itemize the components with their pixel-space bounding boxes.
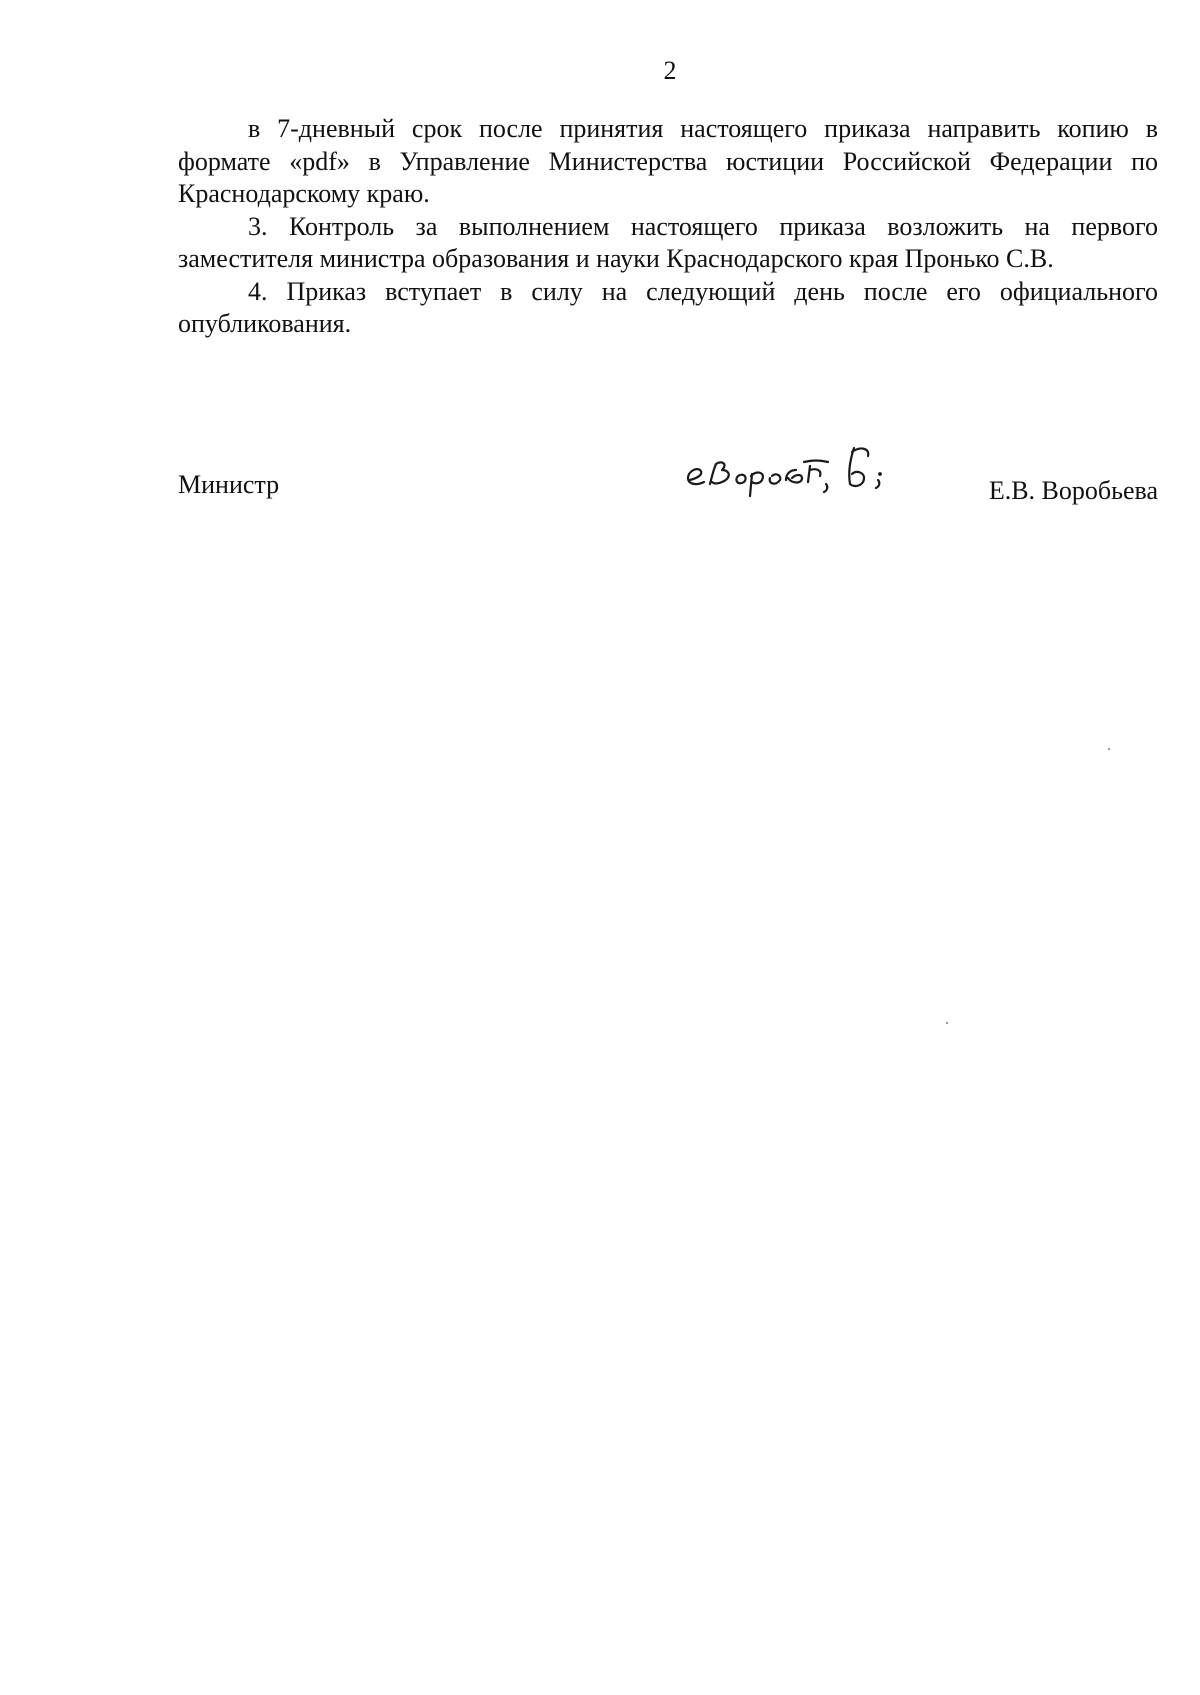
- paragraph-submission-deadline: в 7-дневный срок после принятия настоящего приказа направить копию в формате «pdf» в Управление Министерства юстиции Российской Федерации по Краснодарскому краю.: [178, 114, 1158, 208]
- scan-speck: [1108, 748, 1110, 750]
- handwritten-signature: [678, 440, 928, 500]
- signature-block: [178, 440, 1158, 520]
- paragraph-effective-date: 4. Приказ вступает в силу на следующий день после его официального опубликования.: [178, 276, 1158, 338]
- signatory-name: Е.В. Воробьева: [988, 476, 1158, 505]
- scan-speck: [946, 1022, 948, 1024]
- paragraph-control-clause: 3. Контроль за выполнением настоящего приказа возложить на первого заместителя министра образования и науки Краснодарского края Пронько С.В.: [178, 211, 1158, 273]
- signatory-title: Министр: [178, 470, 280, 499]
- page-number: 2: [663, 56, 677, 85]
- document-body: [178, 113, 1158, 341]
